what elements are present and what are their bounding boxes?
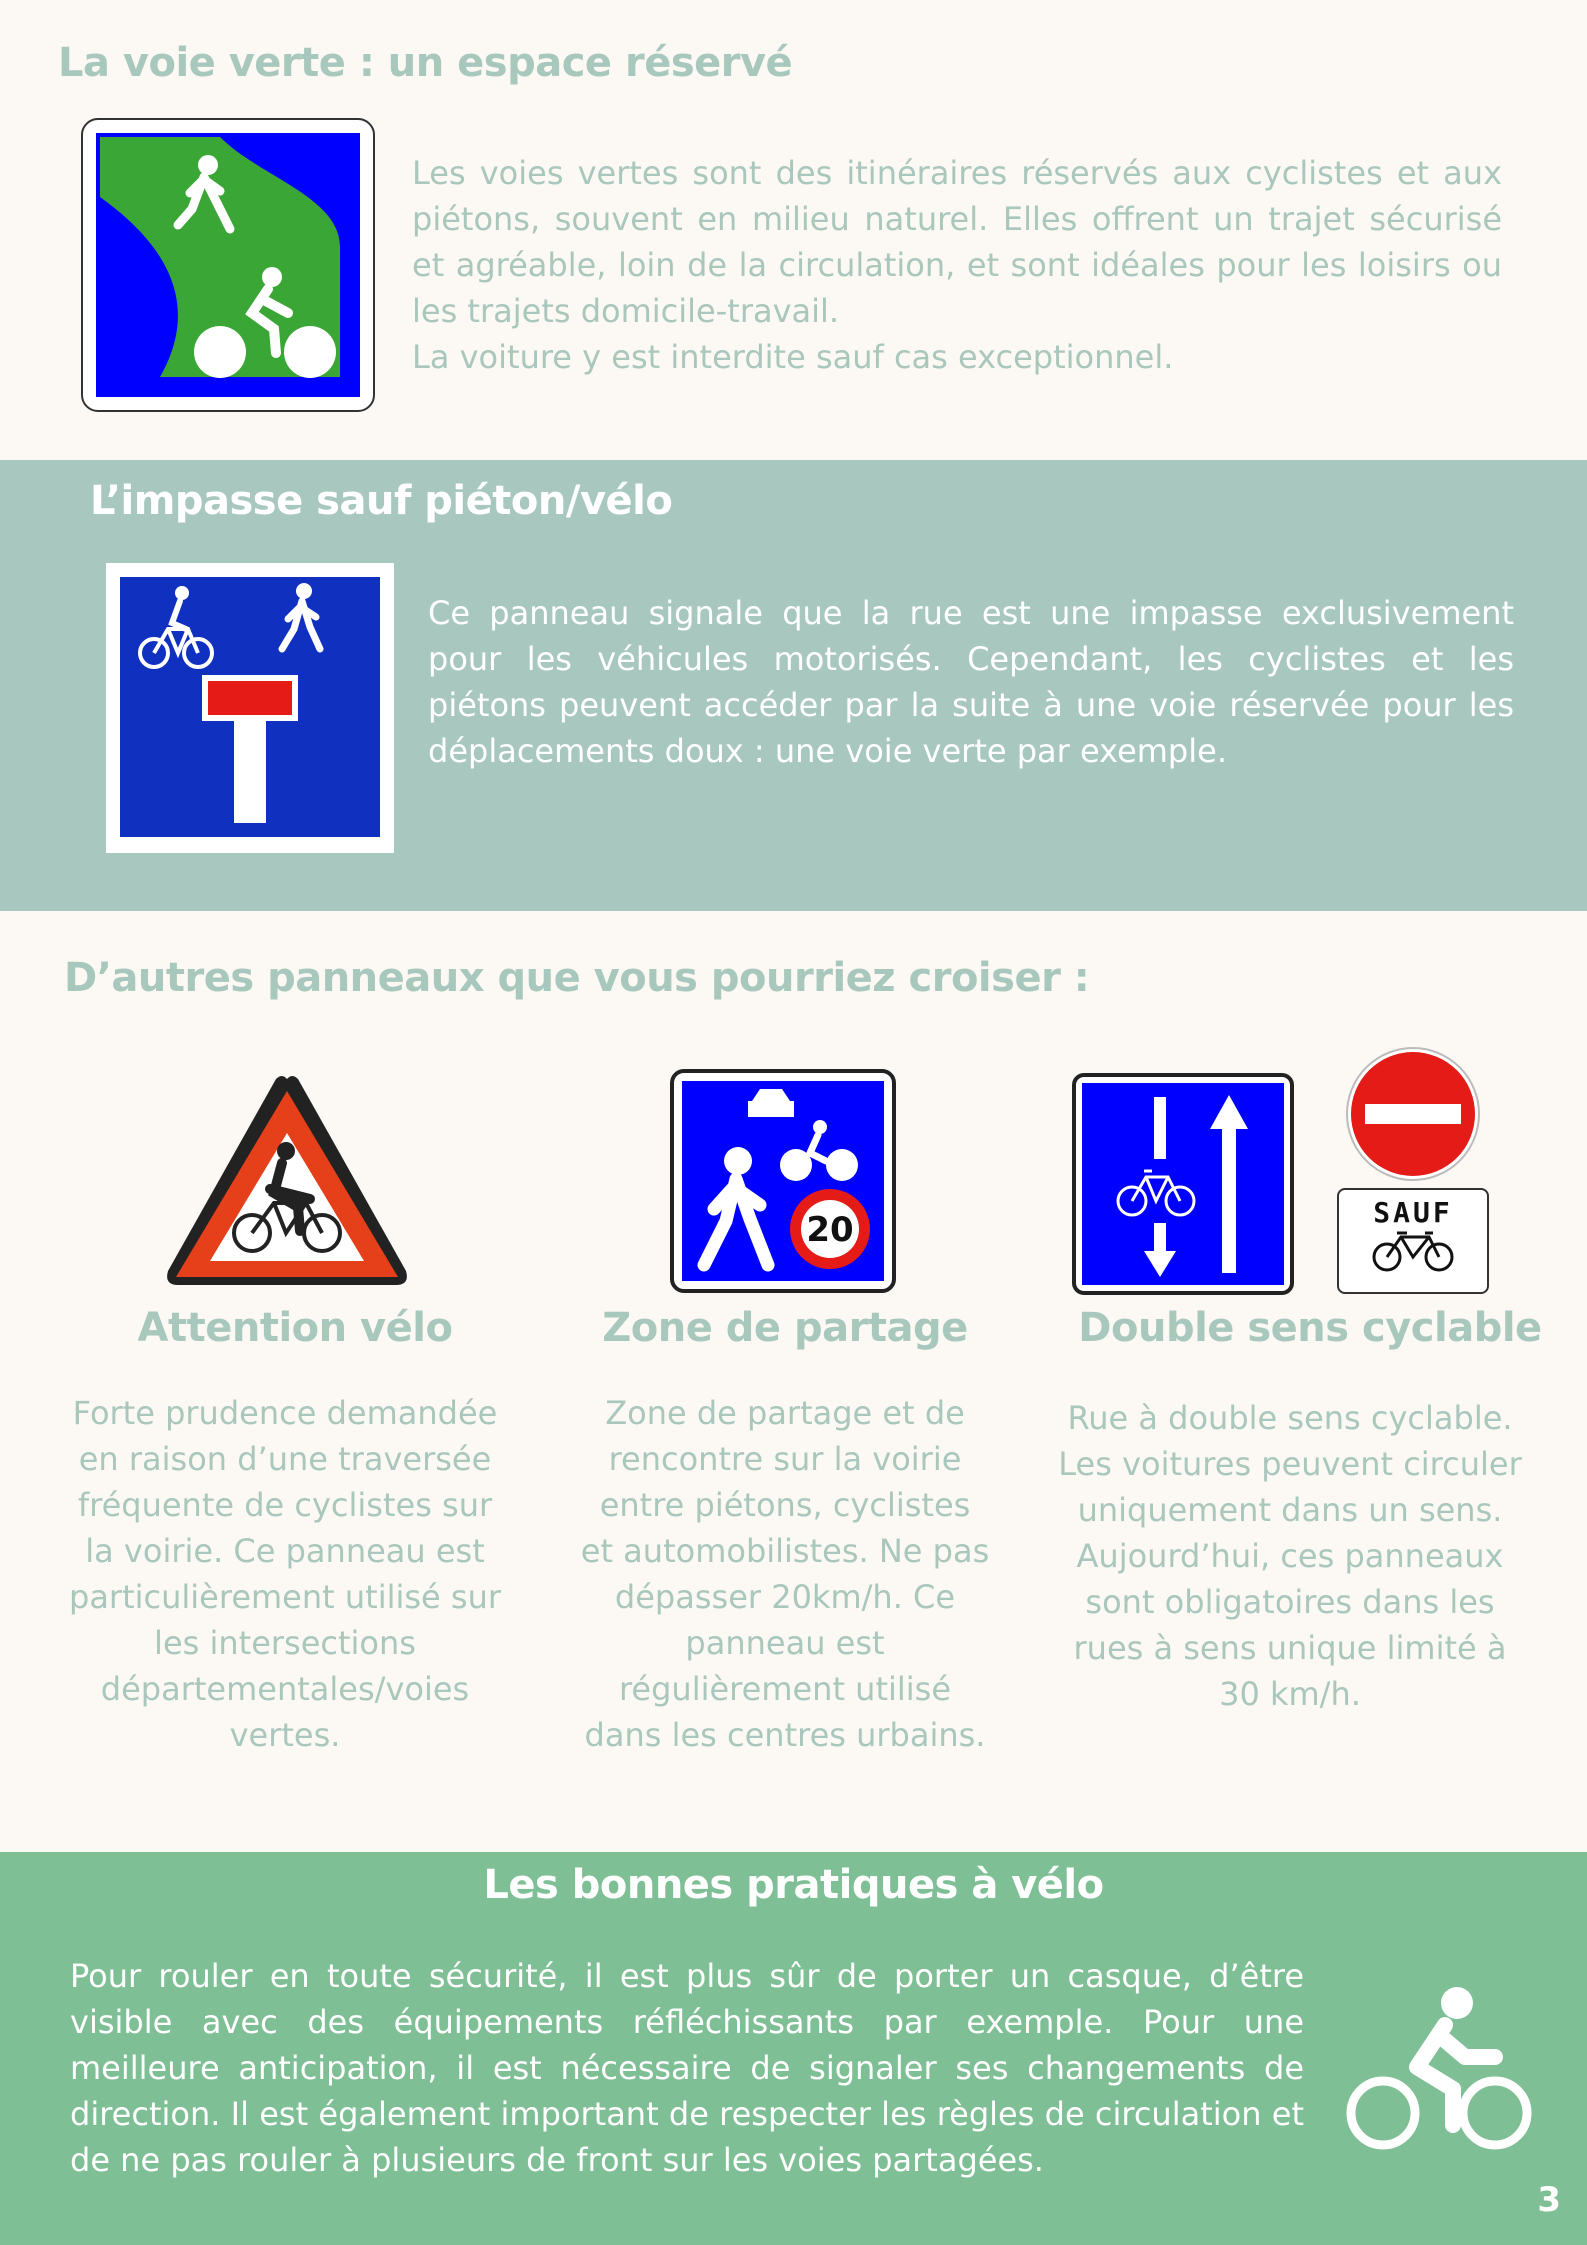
section-title-bonnes-pratiques: Les bonnes pratiques à vélo [483,1862,1104,1908]
attention-velo-title: Attention vélo [137,1305,453,1351]
voie-verte-text: Les voies vertes sont des itinéraires réservés aux cyclistes et aux piétons, souvent en milieu naturel. Elles offrent un trajet sécurisé et agréable, loin de la circulation, et sont idéales pour les loisirs ou les trajets domicile-travail. La voiture y est interdite sauf cas exceptionnel. [412,154,1502,376]
bike-icon [1363,1229,1463,1273]
zone-partage-sign-icon [670,1069,896,1293]
double-sens-sign-icon [1072,1073,1294,1295]
double-sens-text: Rue à double sens cyclable. Les voitures peuvent circuler uniquement dans un sens. Aujourd’hui, ces panneaux sont obligatoires dans les rues à sens unique limité à 30 km/h. [1058,1399,1522,1713]
section-title-impasse: L’impasse sauf piéton/vélo [90,478,673,524]
bonnes-pratiques-text: Pour rouler en toute sécurité, il est plus sûr de porter un casque, d’être visible avec des équipements réfléchissants par exemple. Pour une meilleure anticipation, il est nécessaire de signaler ses changements de direction. Il est également important de respecter les règles de circulation et de ne pas rouler à plusieurs de front sur les voies partagées. [70,1957,1304,2179]
impasse-text: Ce panneau signale que la rue est une impasse exclusivement pour les véhicules motorisés. Cependant, les cyclistes et les piétons peuvent accéder par la suite à une voie réservée pour les déplacements doux : une voie verte par exemple. [428,594,1514,770]
voie-verte-sign-icon [80,117,376,413]
sauf-velo-panel [1337,1188,1489,1294]
speed-label: 20 [806,1210,854,1250]
impasse-sign-icon [106,563,394,853]
sauf-label: SAUF [1373,1196,1453,1229]
double-sens-title: Double sens cyclable [1078,1305,1542,1351]
page-number: 3 [1537,2180,1561,2220]
zone-partage-title: Zone de partage [602,1305,968,1351]
section-title-autres: D’autres panneaux que vous pourriez croiser : [64,955,1090,1001]
attention-velo-sign-icon [162,1071,412,1293]
zone-partage-text: Zone de partage et de rencontre sur la voirie entre piétons, cyclistes et automobilistes. Ne pas dépasser 20km/h. Ce panneau est régulièrement utilisé dans les centres urbains. [580,1394,990,1754]
cyclist-icon [1345,1985,1535,2155]
sens-interdit-sign-icon [1345,1046,1481,1182]
section-title-voie-verte: La voie verte : un espace réservé [58,40,793,86]
attention-velo-text: Forte prudence demandée en raison d’une traversée fréquente de cyclistes sur la voirie. Ce panneau est particulièrement utilisé sur les intersections départementales/voies vertes. [69,1394,501,1754]
